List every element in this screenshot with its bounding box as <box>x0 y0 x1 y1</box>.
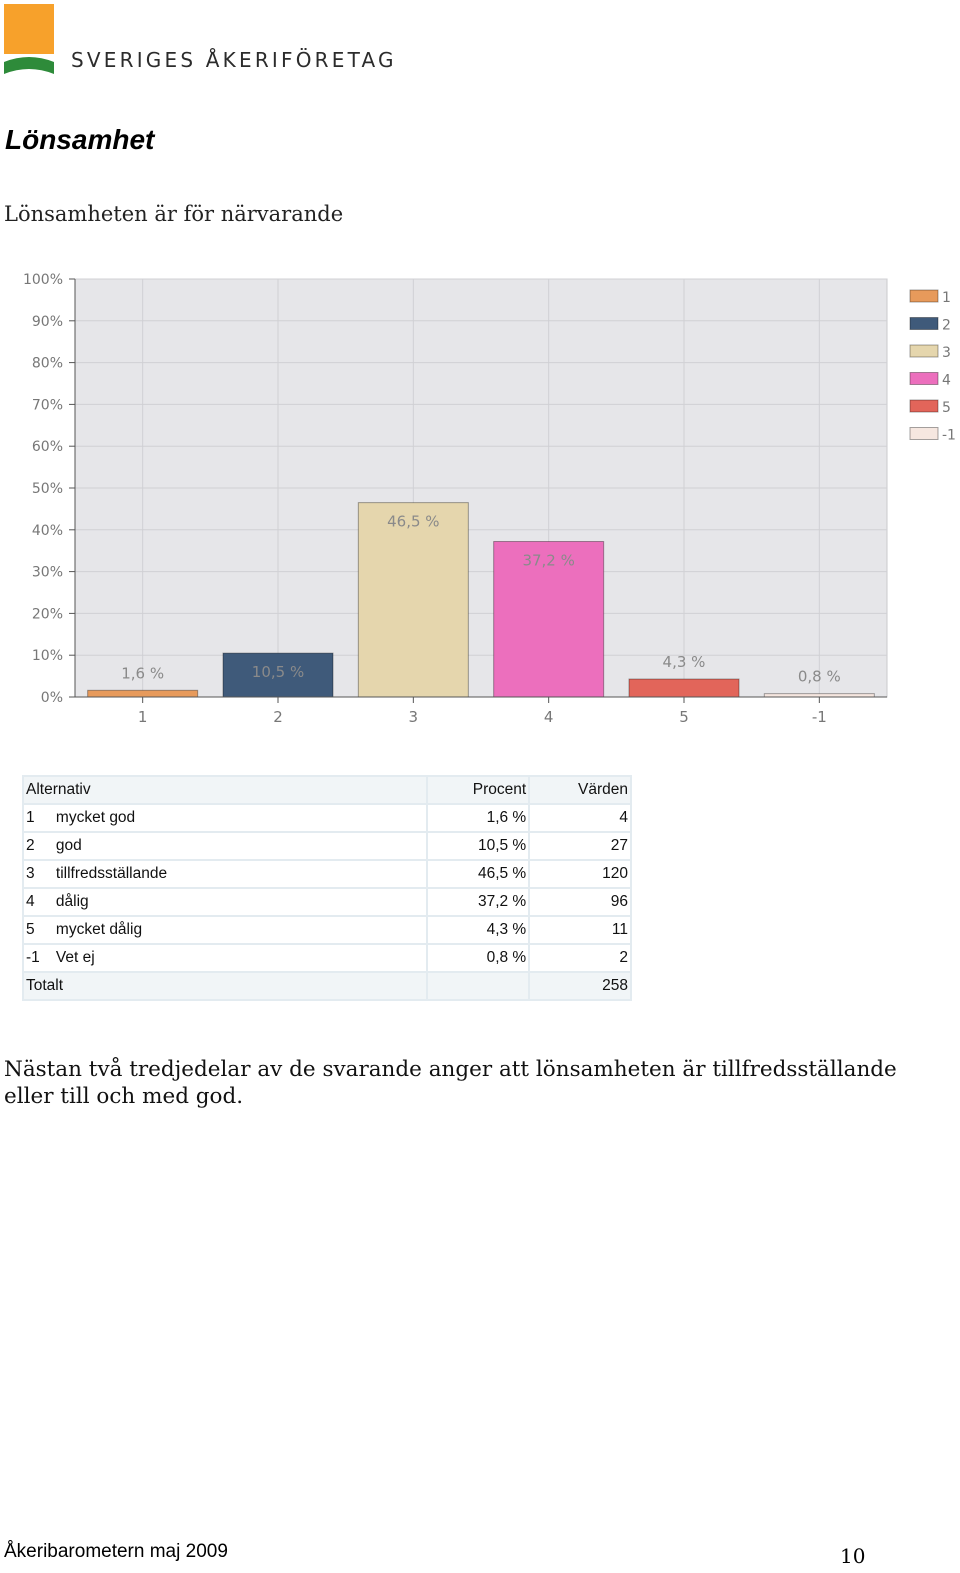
summary-text: Nästan två tredjedelar av de svarande anger att lönsamheten är tillfredsställande eller till och med god. <box>4 1057 897 1109</box>
row-value: 11 <box>529 916 631 944</box>
row-id: 3 <box>23 860 54 888</box>
table-row <box>23 916 631 944</box>
row-percent: 10,5 % <box>427 832 529 860</box>
row-value: 2 <box>529 944 631 972</box>
logo-mark-icon <box>4 4 54 74</box>
legend-swatch <box>910 318 938 330</box>
results-table <box>22 775 632 1001</box>
row-value: 120 <box>529 860 631 888</box>
page-title: Lönsamhet <box>5 124 155 155</box>
bar-chart <box>0 262 960 732</box>
total-label: Totalt <box>23 972 427 1000</box>
legend-label: -1 <box>942 427 956 444</box>
legend-swatch <box>910 373 938 385</box>
table-row <box>23 888 631 916</box>
y-tick-label: 20% <box>31 606 63 623</box>
data-label: 37,2 % <box>522 551 575 570</box>
header-cell-percent: Procent <box>427 776 529 804</box>
y-tick-label: 40% <box>31 522 63 539</box>
org-name: SVERIGES ÅKERIFÖRETAG <box>71 48 397 72</box>
row-percent: 37,2 % <box>427 888 529 916</box>
y-tick-label: 30% <box>31 564 63 581</box>
y-tick-label: 50% <box>31 481 63 497</box>
y-tick-label: 10% <box>31 648 63 665</box>
row-id: 2 <box>23 832 54 860</box>
row-label: mycket dålig <box>54 916 428 944</box>
x-tick-label: 2 <box>273 708 283 726</box>
row-percent: 4,3 % <box>427 916 529 944</box>
total-percent <box>427 972 529 1000</box>
legend-swatch <box>910 345 938 357</box>
footer-report-name: Åkeribarometern maj 2009 <box>4 1541 228 1562</box>
bar--1 <box>764 694 874 697</box>
page-subtitle: Lönsamheten är för närvarande <box>4 202 344 226</box>
row-value: 96 <box>529 888 631 916</box>
data-label: 46,5 % <box>387 512 440 531</box>
table-row <box>23 832 631 860</box>
data-label: 0,8 % <box>797 667 841 686</box>
row-id: 5 <box>23 916 54 944</box>
row-id: 4 <box>23 888 54 916</box>
table-row <box>23 804 631 832</box>
row-value: 27 <box>529 832 631 860</box>
row-label: dålig <box>54 888 428 916</box>
total-value: 258 <box>529 972 631 1000</box>
row-value: 4 <box>529 804 631 832</box>
bar-5 <box>629 679 739 697</box>
bar-3 <box>358 503 468 697</box>
header-cell-values: Värden <box>529 776 631 804</box>
legend-swatch <box>910 290 938 302</box>
row-label: tillfredsställande <box>54 860 428 888</box>
row-label: mycket god <box>54 804 428 832</box>
row-label: Vet ej <box>54 944 428 972</box>
legend-swatch <box>910 428 938 440</box>
data-label: 4,3 % <box>662 653 706 672</box>
logo <box>4 4 397 76</box>
row-percent: 1,6 % <box>427 804 529 832</box>
y-tick-label: 80% <box>31 355 63 372</box>
legend-label: 3 <box>942 345 951 361</box>
legend-label: 1 <box>942 290 951 306</box>
row-percent: 46,5 % <box>427 860 529 888</box>
y-tick-label: 0% <box>40 690 63 706</box>
row-label: god <box>54 832 428 860</box>
data-label: 10,5 % <box>251 663 305 682</box>
y-tick-label: 60% <box>31 439 63 456</box>
row-id: -1 <box>23 944 54 972</box>
x-tick-label: -1 <box>811 708 827 726</box>
legend-label: 5 <box>942 400 951 416</box>
row-percent: 0,8 % <box>427 944 529 972</box>
legend-label: 2 <box>942 317 951 334</box>
x-tick-label: 4 <box>543 708 554 726</box>
table-row <box>23 860 631 888</box>
row-id: 1 <box>23 804 54 832</box>
legend-label: 4 <box>942 372 951 389</box>
x-tick-label: 1 <box>137 708 148 726</box>
x-tick-label: 5 <box>679 708 689 726</box>
data-label: 1,6 % <box>121 664 165 683</box>
x-tick-label: 3 <box>408 708 419 726</box>
legend-swatch <box>910 400 938 412</box>
bar-1 <box>88 690 198 697</box>
table-total-row <box>23 972 631 1000</box>
header-cell-alternative: Alternativ <box>23 776 427 804</box>
y-tick-label: 90% <box>31 313 63 330</box>
page-number: 10 <box>840 1544 866 1568</box>
y-tick-label: 100% <box>22 272 63 288</box>
table-header-row <box>23 776 631 804</box>
table-row <box>23 944 631 972</box>
y-tick-label: 70% <box>31 397 63 414</box>
